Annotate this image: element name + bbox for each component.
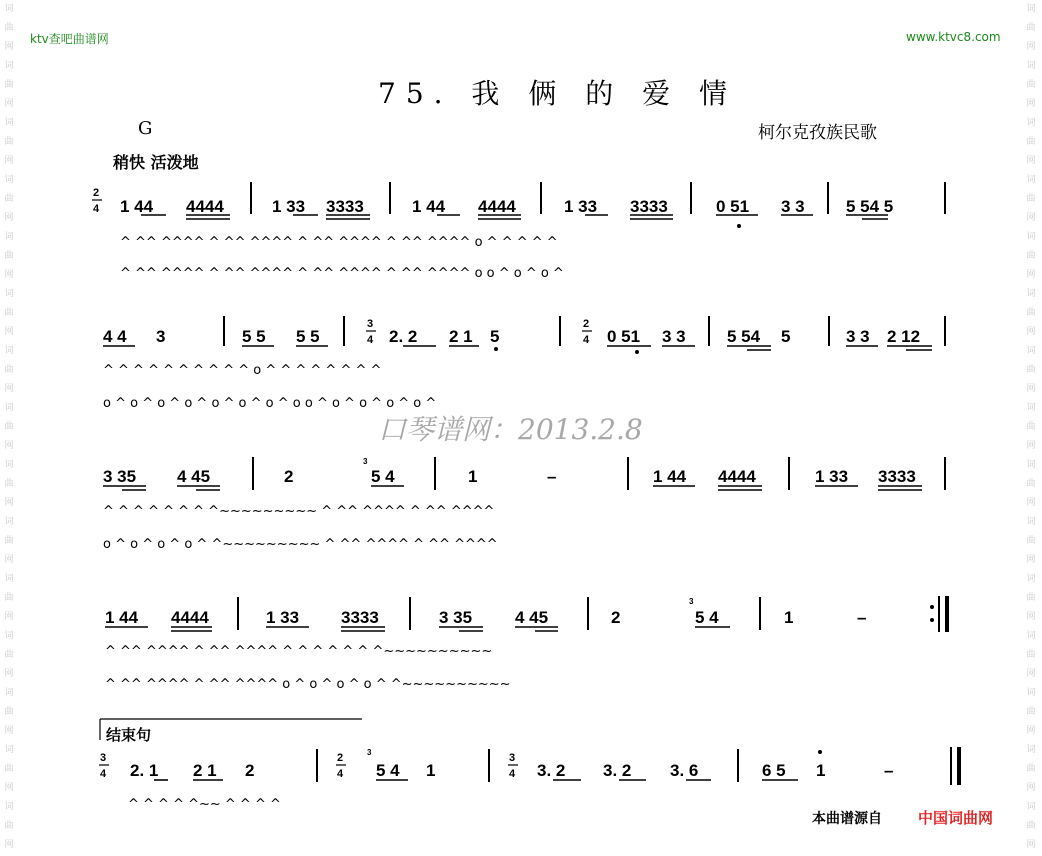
svg-text:2: 2: [337, 752, 344, 764]
watermark-glyph: 网: [1026, 327, 1036, 337]
watermark-glyph: 网: [1026, 213, 1036, 223]
note-group: 4 4: [103, 327, 127, 346]
note-group: 5: [781, 327, 791, 346]
watermark-glyph: 词: [1026, 4, 1036, 14]
watermark-glyph: 网: [4, 270, 14, 280]
watermark-glyph: 曲: [4, 23, 14, 33]
note-group: 1 33: [564, 197, 598, 216]
note-group: 3. 2: [537, 761, 566, 780]
watermark-glyph: 词: [4, 688, 14, 698]
note-group: 1 33: [266, 608, 300, 627]
note-group: 1: [426, 761, 436, 780]
watermark-glyph: 网: [1026, 840, 1036, 850]
note-group: 4 45: [515, 608, 549, 627]
note-group: 4444: [478, 197, 516, 216]
note-group: 3 35: [103, 467, 137, 486]
date-stamp: 口琴谱网：2013.2.8: [378, 413, 643, 446]
note-group: 1 44: [105, 608, 139, 627]
note-group: 3: [156, 327, 166, 346]
note-group: –: [857, 608, 867, 627]
svg-text:^ ^ ^: ^ ^ ^ ^ ^~~ ^ ^ ^ ^: [128, 797, 281, 812]
watermark-glyph: 曲: [1026, 137, 1036, 147]
watermark-glyph: 词: [4, 631, 14, 641]
watermark-glyph: 词: [4, 175, 14, 185]
note-group: 2. 2: [389, 327, 418, 346]
watermark-glyph: 词: [1026, 745, 1036, 755]
svg-text:^ ^^ ^^^^ ^ ^^ ^^: ^ ^^ ^^^^ ^ ^^ ^^^^ o ^ o ^ o ^ o ^ ^~~~~~~~~~~: [105, 677, 511, 692]
watermark-glyph: 词: [1026, 517, 1036, 527]
watermark-glyph: 网: [4, 99, 14, 109]
watermark-glyph: 词: [1026, 574, 1036, 584]
note-group: 5 54: [727, 327, 761, 346]
note-group: 1 33: [815, 467, 849, 486]
watermark-glyph: 词: [4, 802, 14, 812]
tempo-marking: 稍快 活泼地: [113, 153, 199, 172]
note-group: 3. 6: [670, 761, 699, 780]
site-name-left[interactable]: ktv查吧曲谱网: [30, 32, 109, 46]
watermark-glyph: 曲: [1026, 80, 1036, 90]
watermark-glyph: 网: [1026, 42, 1036, 52]
note-group: 4444: [718, 467, 756, 486]
composer-credit: 柯尔克孜族民歌: [758, 123, 877, 143]
watermark-glyph: 曲: [4, 650, 14, 660]
watermark-glyph: 曲: [4, 365, 14, 375]
note-group: 5 5: [296, 327, 320, 346]
watermark-glyph: 词: [1026, 289, 1036, 299]
svg-text:3: 3: [509, 752, 516, 764]
watermark-glyph: 词: [4, 232, 14, 242]
note-group: 2 1: [193, 761, 217, 780]
note-group: 3333: [341, 608, 379, 627]
svg-text:^ ^^ ^^^^ ^ ^^ ^^^^: ^ ^^ ^^^^ ^ ^^ ^^^^ ^ ^^ ^^^^ ^ ^^ ^^^^ o ^ ^ ^ ^ ^: [120, 235, 558, 250]
watermark-glyph: 网: [1026, 270, 1036, 280]
watermark-glyph: 曲: [4, 308, 14, 318]
watermark-glyph: 曲: [4, 422, 14, 432]
svg-text:2: 2: [93, 187, 100, 199]
note-group: 3 3: [781, 197, 805, 216]
watermark-glyph: 词: [1026, 232, 1036, 242]
watermark-glyph: 曲: [4, 137, 14, 147]
watermark-glyph: 网: [1026, 99, 1036, 109]
svg-text:o ^ o ^ o ^: o ^ o ^ o ^ o ^ ^~~~~~~~~~ ^ ^^ ^^^^ ^ ^^ ^^^^: [103, 537, 498, 552]
note-group: 1 44: [412, 197, 446, 216]
note-group: –: [547, 467, 557, 486]
svg-text:3: 3: [367, 748, 372, 757]
watermark-glyph: 词: [4, 460, 14, 470]
watermark-glyph: 词: [4, 517, 14, 527]
watermark-glyph: 曲: [1026, 764, 1036, 774]
watermark-glyph: 曲: [4, 251, 14, 261]
watermark-glyph: 词: [1026, 175, 1036, 185]
note-group: 4444: [171, 608, 209, 627]
watermark-glyph: 词: [4, 61, 14, 71]
note-group: 1 44: [653, 467, 687, 486]
watermark-glyph: 曲: [1026, 365, 1036, 375]
watermark-glyph: 词: [1026, 403, 1036, 413]
svg-text:o ^ o ^ o ^ o ^: o ^ o ^ o ^ o ^ o ^ o ^ o ^ o o ^ o ^ o ^ o ^ o ^: [103, 396, 437, 411]
watermark-glyph: 网: [1026, 783, 1036, 793]
note-group: 3333: [878, 467, 916, 486]
note-group: 1 44: [120, 197, 154, 216]
watermark-glyph: 曲: [1026, 650, 1036, 660]
note-group: 5 4: [695, 608, 719, 627]
watermark-glyph: 词: [4, 289, 14, 299]
watermark-glyph: 网: [4, 726, 14, 736]
key-signature: G: [138, 118, 153, 139]
watermark-glyph: 曲: [4, 80, 14, 90]
watermark-glyph: 网: [1026, 726, 1036, 736]
watermark-glyph: 曲: [4, 194, 14, 204]
svg-text:4: 4: [337, 768, 344, 780]
watermark-glyph: 网: [4, 441, 14, 451]
svg-text:^ ^^ ^^^^ ^ ^^ ^^: ^ ^^ ^^^^ ^ ^^ ^^^^ ^ ^ ^ ^ ^ ^ ^~~~~~~~~~~: [105, 644, 493, 659]
note-group: 5 5: [242, 327, 266, 346]
watermark-glyph: 曲: [1026, 536, 1036, 546]
watermark-glyph: 网: [1026, 498, 1036, 508]
watermark-glyph: 网: [4, 384, 14, 394]
watermark-glyph: 词: [1026, 61, 1036, 71]
watermark-glyph: 曲: [4, 821, 14, 831]
watermark-glyph: 曲: [4, 479, 14, 489]
note-group: 2. 1: [130, 761, 159, 780]
ending-label: 结束句: [106, 726, 152, 744]
watermark-glyph: 曲: [1026, 194, 1036, 204]
site-url-right[interactable]: www.ktvc8.com: [906, 30, 1001, 44]
svg-text:4: 4: [583, 334, 590, 346]
note-group: 5 54 5: [846, 197, 894, 216]
svg-text:4: 4: [367, 334, 374, 346]
watermark-glyph: 词: [4, 4, 14, 14]
watermark-glyph: 网: [4, 327, 14, 337]
note-group: 2: [245, 761, 255, 780]
watermark-glyph: 曲: [1026, 821, 1036, 831]
svg-text:4: 4: [93, 203, 100, 215]
watermark-glyph: 网: [1026, 555, 1036, 565]
note-group: 4 45: [177, 467, 211, 486]
watermark-glyph: 网: [1026, 384, 1036, 394]
note-group: 2: [284, 467, 294, 486]
svg-text:4: 4: [509, 768, 516, 780]
note-group: 3333: [630, 197, 668, 216]
watermark-glyph: 网: [4, 612, 14, 622]
note-group: 5 4: [371, 467, 395, 486]
watermark-glyph: 词: [4, 574, 14, 584]
watermark-glyph: 网: [4, 498, 14, 508]
watermark-glyph: 曲: [4, 593, 14, 603]
watermark-glyph: 网: [1026, 156, 1036, 166]
watermark-glyph: 词: [4, 403, 14, 413]
watermark-glyph: 网: [1026, 612, 1036, 622]
note-group: 6 5: [762, 761, 786, 780]
watermark-glyph: 曲: [1026, 23, 1036, 33]
note-group: 5: [490, 327, 500, 346]
svg-text:3: 3: [367, 318, 374, 330]
note-group: 1 33: [272, 197, 306, 216]
note-group: 4444: [186, 197, 224, 216]
watermark-glyph: 曲: [1026, 308, 1036, 318]
watermark-glyph: 网: [4, 42, 14, 52]
svg-text:^ ^^ ^^^^ ^ ^^ ^^^^: ^ ^^ ^^^^ ^ ^^ ^^^^ ^ ^^ ^^^^ ^ ^^ ^^^^ o o ^ o ^ o ^: [120, 266, 564, 281]
watermark-glyph: 网: [4, 840, 14, 850]
source-site-link[interactable]: 中国词曲网: [918, 809, 994, 827]
note-group: 0 51: [716, 197, 750, 216]
watermark-glyph: 词: [1026, 118, 1036, 128]
svg-text:3: 3: [689, 597, 694, 606]
watermark-glyph: 词: [1026, 802, 1036, 812]
note-group: 5 4: [376, 761, 400, 780]
note-group: 1: [784, 608, 794, 627]
note-group: 3 3: [846, 327, 870, 346]
watermark-glyph: 曲: [4, 536, 14, 546]
note-group: 3 35: [439, 608, 473, 627]
watermark-glyph: 词: [1026, 688, 1036, 698]
svg-text:2: 2: [583, 318, 590, 330]
svg-text:4: 4: [100, 768, 107, 780]
svg-text:3: 3: [100, 752, 107, 764]
watermark-glyph: 曲: [1026, 479, 1036, 489]
watermark-glyph: 曲: [1026, 422, 1036, 432]
note-group: 3. 2: [603, 761, 632, 780]
watermark-glyph: 曲: [4, 707, 14, 717]
note-group: 3 3: [662, 327, 686, 346]
watermark-glyph: 曲: [1026, 707, 1036, 717]
watermark-glyph: 词: [1026, 346, 1036, 356]
note-group: –: [884, 761, 894, 780]
watermark-glyph: 词: [1026, 631, 1036, 641]
svg-text:^ ^ ^ ^ ^: ^ ^ ^ ^ ^ ^ ^ ^~~~~~~~~~ ^ ^^ ^^^^ ^ ^^ ^^^^: [103, 504, 495, 519]
note-group: 1: [816, 761, 826, 780]
note-group: 2 12: [887, 327, 921, 346]
watermark-glyph: 网: [4, 555, 14, 565]
watermark-glyph: 网: [4, 783, 14, 793]
watermark-glyph: 网: [4, 213, 14, 223]
note-group: 0 51: [607, 327, 641, 346]
watermark-glyph: 曲: [1026, 593, 1036, 603]
note-group: 2 1: [449, 327, 473, 346]
note-group: 3333: [326, 197, 364, 216]
svg-text:3: 3: [363, 457, 368, 466]
watermark-glyph: 曲: [1026, 251, 1036, 261]
watermark-glyph: 网: [1026, 669, 1036, 679]
watermark-glyph: 网: [4, 669, 14, 679]
watermark-glyph: 词: [4, 745, 14, 755]
watermark-glyph: 词: [1026, 460, 1036, 470]
watermark-glyph: 曲: [4, 764, 14, 774]
song-title: 75. 我 俩 的 爱 情: [378, 77, 738, 110]
svg-text:^ ^ ^ ^ ^ ^ ^: ^ ^ ^ ^ ^ ^ ^ ^ ^ ^ o ^ ^ ^ ^ ^ ^ ^ ^: [103, 363, 382, 378]
note-group: 1: [468, 467, 478, 486]
watermark-glyph: 网: [4, 156, 14, 166]
watermark-glyph: 网: [1026, 441, 1036, 451]
watermark-glyph: 词: [4, 118, 14, 128]
source-prefix: 本曲谱源自: [812, 811, 882, 827]
note-group: 2: [611, 608, 621, 627]
watermark-glyph: 词: [4, 346, 14, 356]
